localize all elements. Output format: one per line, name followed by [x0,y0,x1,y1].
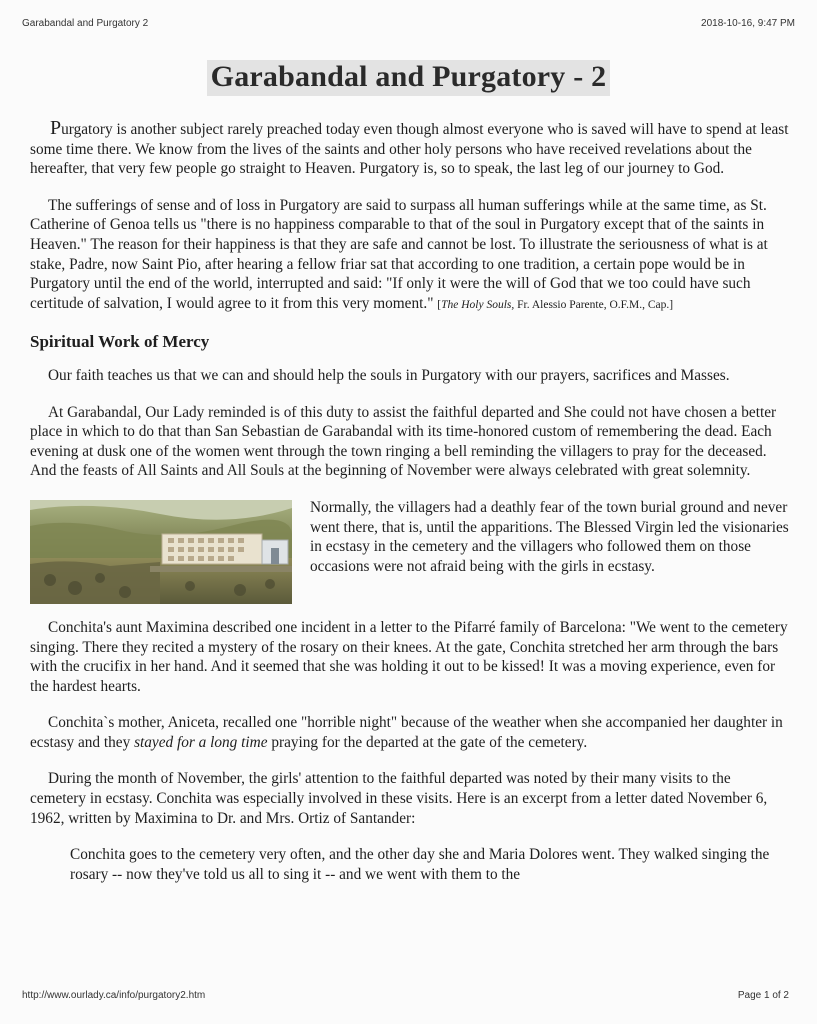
paragraph-intro [30,119,790,179]
citation-open: [ [437,298,442,311]
cemetery-photo [30,500,292,604]
drop-cap: P [50,117,62,139]
section-heading: Spiritual Work of Mercy [30,332,210,352]
citation-title: The Holy Souls, [441,298,515,311]
paragraph-villagers: Normally, the villagers had a deathly fear of the town burial ground and never went there, that is, until the apparitions. The Blessed Virgin led the visionaries in ecstasy in the cemetery and the villagers who followed them on those occasions were not afraid being with the girls in ecstasy. [310,498,789,575]
paragraph-aniceta [30,713,790,752]
photo-block [30,498,790,604]
paragraph-sufferings [30,196,790,316]
block-quote: Conchita goes to the cemetery very often, and the other day she and Maria Dolores went. They walked singing the rosary -- now they've told us all to sing it -- and we went with them to the [70,846,770,883]
title-container [0,60,817,96]
paragraph-aniceta-em: stayed for a long time [134,733,268,751]
paragraph-maximina: Conchita's aunt Maximina described one incident in a letter to the Pifarré family of Barcelona: "We went to the cemetery singing. There they recited a mystery of the rosary on their knees. At the gate, Conchita stretched her arm through the bars with the crucifix in her hand. And it seemed that she was holding it out to be kissed! It was a moving experience, even for the hardest hearts. [30,618,788,695]
paragraph-aniceta-b: praying for the departed at the gate of the cemetery. [267,733,588,751]
print-footer-page: Page 1 of 2 [737,990,789,1001]
print-header-title: Garabandal and Purgatory 2 [22,18,149,29]
paragraph-aniceta-a: Conchita`s mother, Aniceta, recalled one "horrible night" because of the weather when she accompanied her daughter in ecstasy and they [30,714,783,751]
paragraph-garabandal: At Garabandal, Our Lady reminded is of this duty to assist the faithful departed and She could not have chosen a better place in which to do that than San Sebastian de Garabandal with its time-honored custom of remembering the dead. Each evening at dusk one of the women went through the town ringing a bell reminding the villagers to pray for the deceased. And the feasts of All Saints and All Souls at the beginning of November were always celebrated with great solemnity. [30,403,777,480]
article-body [30,119,790,884]
page-title: Garabandal and Purgatory - 2 [207,60,611,96]
print-header-datetime: 2018-10-16, 9:47 PM [701,18,795,29]
print-footer-url: http://www.ourlady.ca/info/purgatory2.htm [22,990,206,1001]
paragraph-faith: Our faith teaches us that we can and should help the souls in Purgatory with our prayers, sacrifices and Masses. [48,366,730,384]
citation [437,299,673,311]
paragraph-november: During the month of November, the girls' attention to the faithful departed was noted by their many visits to the cemetery in ecstasy. Conchita was especially involved in these visits. Here is an excerpt from a letter dated November 6, 1962, written by Maximina to Dr. and Mrs. Ortiz of Santander: [30,770,768,827]
citation-rest: Fr. Alessio Parente, O.F.M., Cap.] [514,298,674,311]
paragraph-sufferings-text: The sufferings of sense and of loss in Purgatory are said to surpass all human sufferings while at the same time, as St. Catherine of Genoa tells us "there is no happiness comparable to that of the soul in Purgatory except that of the saints in Heaven." The reason for their happiness is that they are safe and cannot be lost. To illustrate the seriousness of what is at stake, Padre, now Saint Pio, after hearing a fellow friar sat that according to one tradition, a certain pope would be in Purgatory until the end of the world, interrupted and said: "If only it were the will of God that we too could have such certitude of salvation, I would agree to it from this very moment." [30,196,768,312]
paragraph-intro-text: urgatory is another subject rarely preached today even though almost everyone who is saved will have to spend at least some time there. We know from the lives of the saints and other holy persons who have received revelations about the hereafter, that very few people go straight to Heaven. Purgatory is, so to speak, the last leg of our journey to God. [30,121,789,178]
cemetery-landscape-image [30,500,292,604]
